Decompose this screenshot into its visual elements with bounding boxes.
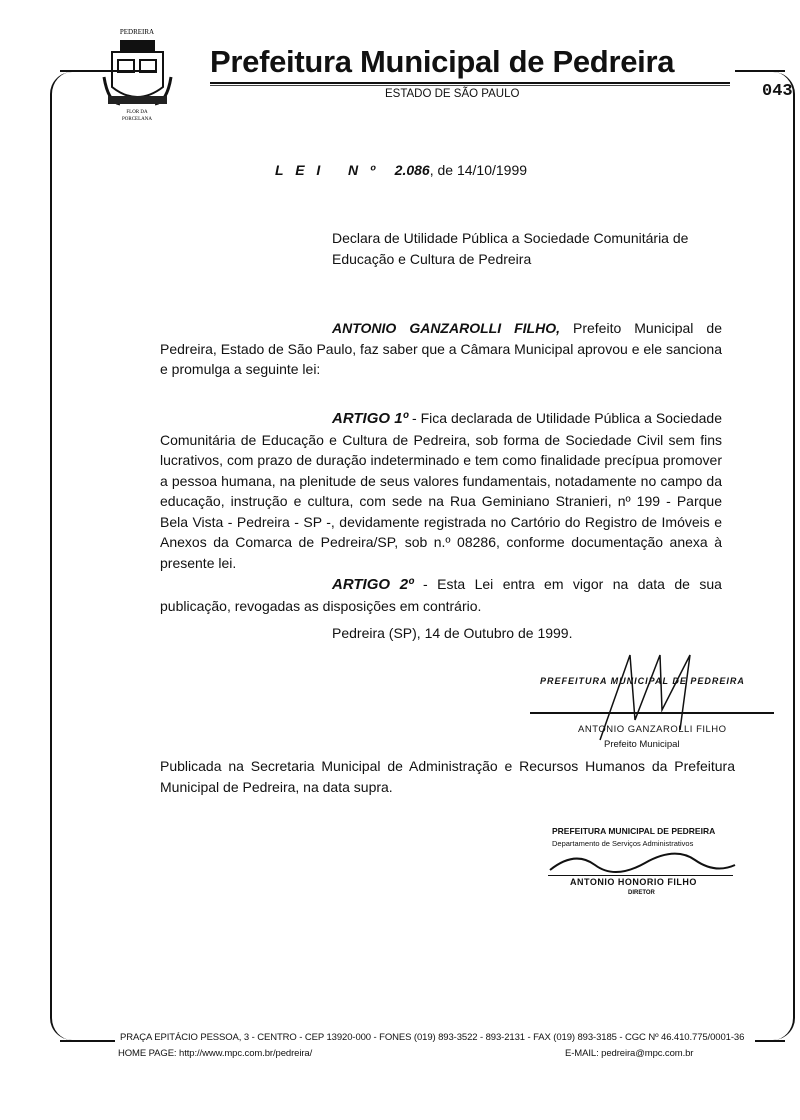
svg-text:PORCELANA: PORCELANA — [121, 117, 153, 122]
header-state: ESTADO DE SÃO PAULO — [385, 88, 520, 100]
signature-line — [530, 712, 774, 714]
page-number: 043 — [762, 82, 793, 101]
article-text: - Esta Lei entra em vigor na data de sua publicação, revogadas as disposições em contrário. — [160, 576, 722, 614]
signatory-role: DIRETOR — [628, 890, 655, 896]
coat-of-arms-logo — [100, 22, 175, 122]
stamp-text: PREFEITURA MUNICIPAL DE PEDREIRA — [540, 676, 745, 686]
signatory-role: Prefeito Municipal — [604, 739, 680, 750]
signatory-name: ANTONIO GANZAROLLI FILHO — [578, 724, 727, 735]
article-label: ARTIGO 2º — [332, 576, 414, 593]
preamble-text: Prefeito Municipal de Pedreira, Estado de São Paulo, faz saber que a Câmara Municipal aprovou e ele sanciona e promulga a seguinte lei: — [160, 320, 722, 377]
divider — [60, 1040, 115, 1042]
footer-homepage: HOME PAGE: http://www.mpc.com.br/pedreira/ — [118, 1048, 313, 1059]
divider — [210, 85, 730, 86]
publication-note: Publicada na Secretaria Municipal de Administração e Recursos Humanos da Prefeitura Municipal de Pedreira, na data supra. — [160, 758, 735, 795]
header-title: Prefeitura Municipal de Pedreira — [210, 44, 675, 79]
footer-email: E-MAIL: pedreira@mpc.com.br — [565, 1048, 694, 1059]
ementa: Declara de Utilidade Pública a Sociedade Comunitária de Educação e Cultura de Pedreira — [332, 230, 689, 267]
divider — [210, 82, 730, 84]
svg-text:FLOR DA: FLOR DA — [126, 110, 148, 115]
law-number: 2.086 — [394, 162, 430, 178]
law-prefix: L E I N º — [275, 162, 380, 178]
article-1 — [160, 408, 722, 573]
stamp-dept: Departamento de Serviços Administrativos — [552, 839, 694, 848]
signature-line — [548, 875, 733, 876]
signature-1 — [590, 650, 710, 750]
stamp-text: PREFEITURA MUNICIPAL DE PEDREIRA — [552, 826, 716, 836]
article-2 — [160, 574, 722, 616]
mayor-name: ANTONIO GANZAROLLI FILHO, — [332, 320, 560, 336]
svg-text:PEDREIRA: PEDREIRA — [119, 28, 155, 36]
article-text: - Fica declarada de Utilidade Pública a Sociedade Comunitária de Educação e Cultura de Pedreira, sob forma de Sociedade Civil sem fins lucrativos, com prazo de duração indeterminado e tem como finalidade precípua promover a pessoa humana, na plenitude de seus valores fundamentais, notadamente no campo da educação, instrução e cultura, com sede na Rua Geminiano Stranieri, nº 199 - Parque Bela Vista - Pedreira - SP -, devidamente registrada no Cartório do Registro de Imóveis e Anexos da Comarca de Pedreira/SP, sob n.º 08286, conforme documentação anexa à presente lei. — [160, 410, 722, 571]
place-date: Pedreira (SP), 14 de Outubro de 1999. — [332, 625, 573, 641]
footer-address: PRAÇA EPITÁCIO PESSOA, 3 - CENTRO - CEP 13920-000 - FONES (019) 893-3522 - 893-2131 - FAX (019) 893-3185 - CGC Nº 46.410.775/0001-36 — [120, 1032, 745, 1043]
signatory-name: ANTONIO HONORIO FILHO — [570, 877, 697, 887]
law-heading — [275, 162, 527, 178]
preamble — [160, 318, 722, 380]
law-date: , de 14/10/1999 — [429, 162, 528, 178]
article-label: ARTIGO 1º — [332, 410, 409, 427]
divider — [735, 70, 785, 72]
divider — [755, 1040, 785, 1042]
